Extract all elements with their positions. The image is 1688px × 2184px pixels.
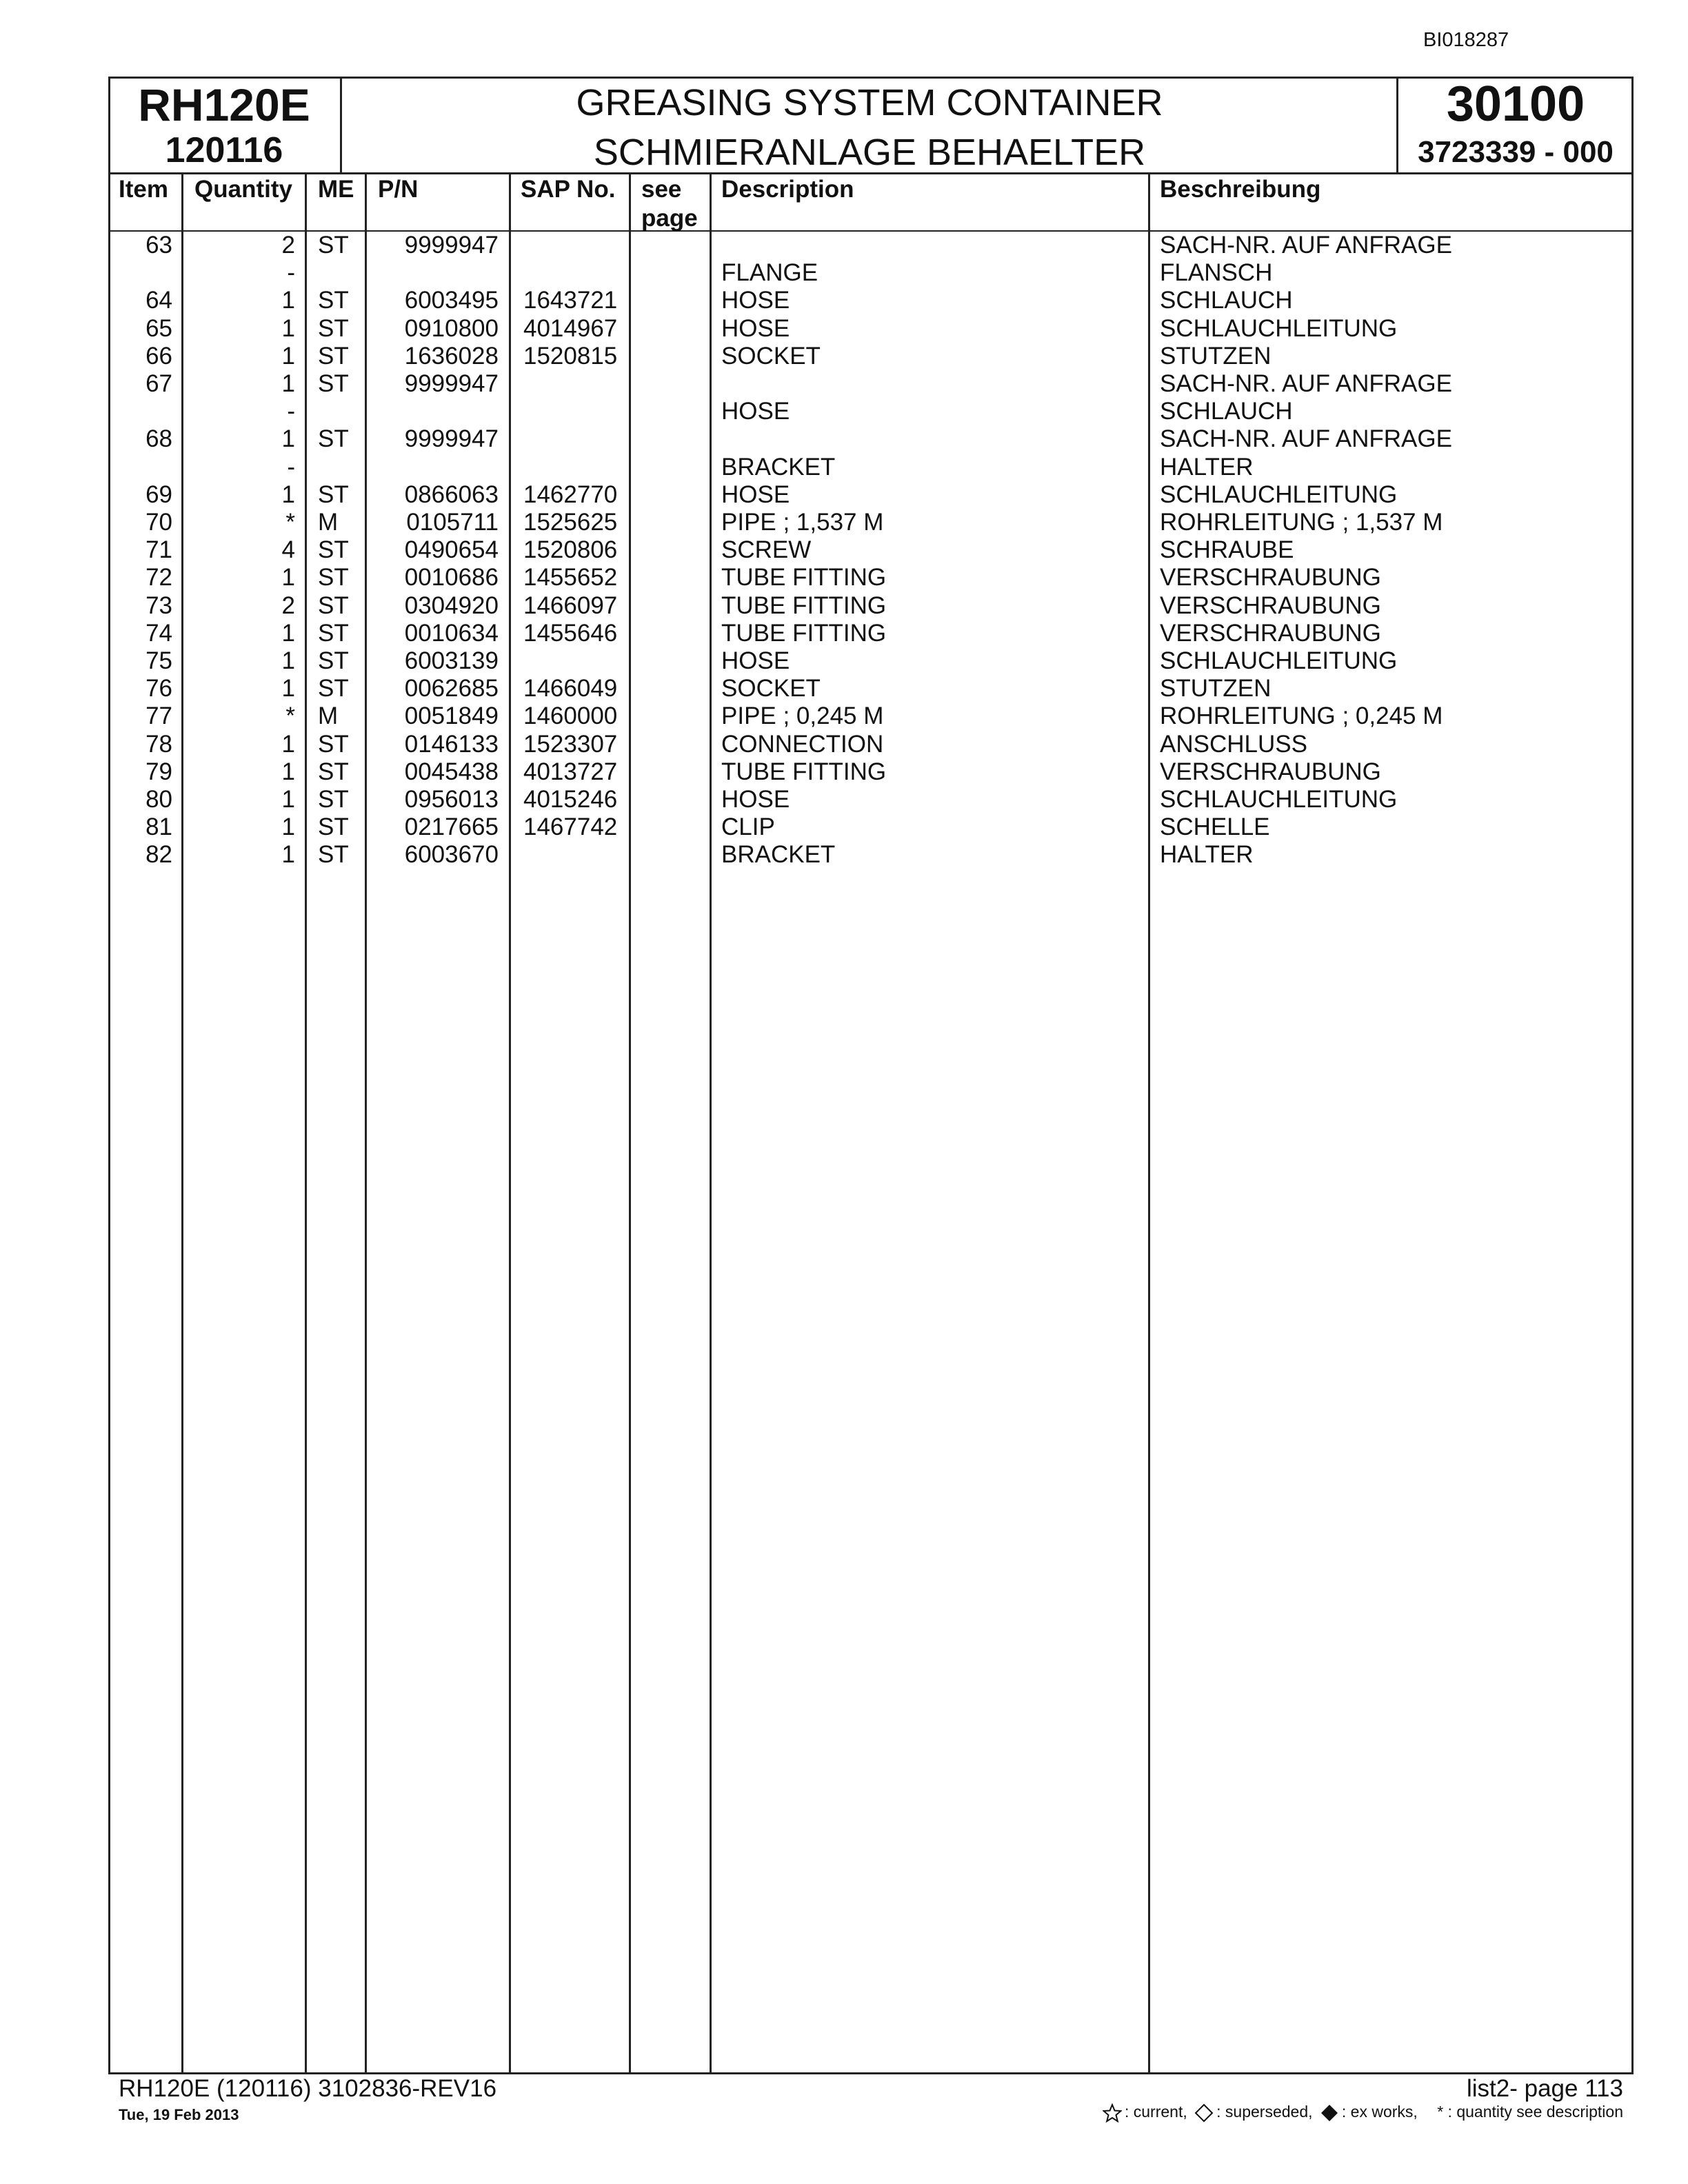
table-row <box>0 841 1688 869</box>
cell-beschreibung: SACH-NR. AUF ANFRAGE <box>1160 370 1452 397</box>
cell-description: HOSE <box>721 314 790 342</box>
cell-item: 80 <box>145 786 172 813</box>
table-row <box>0 454 1688 481</box>
cell-item: 78 <box>145 730 172 758</box>
cell-quantity: * <box>285 702 295 730</box>
table-row <box>0 592 1688 620</box>
table-row <box>0 343 1688 370</box>
cell-item: 71 <box>145 536 172 564</box>
cell-description: SOCKET <box>721 675 821 702</box>
cell-item: 70 <box>145 509 172 536</box>
cell-sap: 4014967 <box>523 314 618 342</box>
cell-beschreibung: SCHLAUCHLEITUNG <box>1160 314 1398 342</box>
cell-me: ST <box>318 370 349 397</box>
cell-sap: 1520815 <box>523 342 618 370</box>
cell-pn: 0217665 <box>404 813 499 841</box>
table-row <box>0 564 1688 592</box>
cell-quantity: - <box>287 259 295 287</box>
cell-quantity: - <box>287 453 295 481</box>
cell-me: ST <box>318 619 349 647</box>
table-row <box>0 536 1688 564</box>
cell-sap: 1466049 <box>523 675 618 702</box>
cell-beschreibung: SCHLAUCH <box>1160 287 1293 314</box>
cell-me: ST <box>318 342 349 370</box>
cell-quantity: 1 <box>281 314 295 342</box>
cell-beschreibung: ROHRLEITUNG ; 0,245 M <box>1160 702 1443 730</box>
cell-sap: 1467742 <box>523 813 618 841</box>
cell-me: M <box>318 702 339 730</box>
table-row <box>0 731 1688 758</box>
cell-me: ST <box>318 786 349 813</box>
cell-item: 73 <box>145 592 172 619</box>
model-name: RH120E <box>138 79 310 130</box>
cell-pn: 0105711 <box>406 509 499 536</box>
cell-quantity: 1 <box>281 370 295 397</box>
cell-beschreibung: VERSCHRAUBUNG <box>1160 619 1381 647</box>
cell-pn: 6003670 <box>404 841 499 869</box>
cell-quantity: 1 <box>281 287 295 314</box>
cell-quantity: 1 <box>281 647 295 674</box>
footer-date: Tue, 19 Feb 2013 <box>119 2106 239 2123</box>
cell-description: CLIP <box>721 813 775 841</box>
cell-quantity: 1 <box>281 730 295 758</box>
cell-beschreibung: HALTER <box>1160 453 1254 481</box>
cell-pn: 0910800 <box>404 314 499 342</box>
cell-item: 76 <box>145 675 172 702</box>
cell-sap: 4015246 <box>523 786 618 813</box>
legend-superseded: : superseded, <box>1216 2103 1313 2121</box>
table-row <box>0 259 1688 287</box>
cell-me: M <box>318 509 339 536</box>
cell-pn: 9999947 <box>404 425 499 453</box>
cell-me: ST <box>318 481 349 508</box>
cell-pn: 0045438 <box>404 758 499 785</box>
star-outline-icon <box>1103 2103 1122 2123</box>
table-row <box>0 813 1688 841</box>
cell-pn: 0051849 <box>404 702 499 730</box>
cell-me: ST <box>318 841 349 869</box>
cell-me: ST <box>318 564 349 592</box>
cell-description: PIPE ; 1,537 M <box>721 509 884 536</box>
cell-sap: 1523307 <box>523 730 618 758</box>
col-header-item: Item <box>119 176 168 203</box>
table-row <box>0 758 1688 786</box>
cell-quantity: 2 <box>281 592 295 619</box>
cell-description: HOSE <box>721 287 790 314</box>
document-id: BI018287 <box>1423 29 1509 51</box>
cell-description: TUBE FITTING <box>721 619 887 647</box>
cell-me: ST <box>318 758 349 785</box>
cell-quantity: 1 <box>281 758 295 785</box>
col-header-description: Description <box>721 176 854 203</box>
cell-beschreibung: SACH-NR. AUF ANFRAGE <box>1160 232 1452 259</box>
cell-sap: 4013727 <box>523 758 618 785</box>
cell-pn: 9999947 <box>404 370 499 397</box>
cell-item: 65 <box>145 314 172 342</box>
cell-me: ST <box>318 536 349 564</box>
cell-beschreibung: FLANSCH <box>1160 259 1273 287</box>
col-header-pn: P/N <box>378 176 419 203</box>
cell-me: ST <box>318 675 349 702</box>
cell-me: ST <box>318 287 349 314</box>
cell-description: HOSE <box>721 647 790 674</box>
cell-sap: 1462770 <box>523 481 618 508</box>
cell-item: 67 <box>145 370 172 397</box>
cell-pn: 6003495 <box>404 287 499 314</box>
cell-quantity: 1 <box>281 675 295 702</box>
cell-pn: 0866063 <box>404 481 499 508</box>
cell-beschreibung: VERSCHRAUBUNG <box>1160 592 1381 619</box>
cell-beschreibung: STUTZEN <box>1160 675 1272 702</box>
cell-quantity: * <box>285 509 295 536</box>
cell-description: SCREW <box>721 536 812 564</box>
title-german: SCHMIERANLAGE BEHAELTER <box>593 132 1146 173</box>
cell-me: ST <box>318 425 349 453</box>
table-row <box>0 702 1688 730</box>
table-row <box>0 509 1688 536</box>
legend-exworks: : ex works, <box>1341 2103 1418 2121</box>
cell-sap: 1643721 <box>523 287 618 314</box>
cell-pn: 0062685 <box>404 675 499 702</box>
table-row <box>0 675 1688 702</box>
cell-sap: 1520806 <box>523 536 618 564</box>
cell-beschreibung: ROHRLEITUNG ; 1,537 M <box>1160 509 1443 536</box>
table-row <box>0 620 1688 647</box>
cell-item: 69 <box>145 481 172 508</box>
cell-item: 63 <box>145 232 172 259</box>
col-header-sap: SAP No. <box>521 176 616 203</box>
cell-pn: 0956013 <box>404 786 499 813</box>
cell-sap: 1460000 <box>523 702 618 730</box>
cell-sap: 1466097 <box>523 592 618 619</box>
table-row <box>0 647 1688 675</box>
cell-quantity: 1 <box>281 564 295 592</box>
table-row <box>0 425 1688 453</box>
cell-me: ST <box>318 314 349 342</box>
cell-description: HOSE <box>721 786 790 813</box>
cell-beschreibung: SCHLAUCHLEITUNG <box>1160 647 1398 674</box>
cell-description: BRACKET <box>721 453 836 481</box>
cell-description: FLANGE <box>721 259 818 287</box>
cell-description: HOSE <box>721 481 790 508</box>
cell-me: ST <box>318 232 349 259</box>
cell-pn: 0304920 <box>404 592 499 619</box>
cell-sap: 1525625 <box>523 509 618 536</box>
cell-description: TUBE FITTING <box>721 758 887 785</box>
col-header-page: page <box>641 205 698 232</box>
table-row <box>0 786 1688 813</box>
cell-quantity: 1 <box>281 813 295 841</box>
cell-quantity: 4 <box>281 536 295 564</box>
cell-beschreibung: HALTER <box>1160 841 1254 869</box>
cell-description: TUBE FITTING <box>721 592 887 619</box>
col-header-beschreibung: Beschreibung <box>1160 176 1321 203</box>
title-english: GREASING SYSTEM CONTAINER <box>576 82 1163 123</box>
table-row <box>0 232 1688 259</box>
cell-item: 68 <box>145 425 172 453</box>
cell-me: ST <box>318 647 349 674</box>
cell-item: 77 <box>145 702 172 730</box>
cell-quantity: 1 <box>281 481 295 508</box>
cell-quantity: 2 <box>281 232 295 259</box>
cell-pn: 0490654 <box>404 536 499 564</box>
cell-beschreibung: VERSCHRAUBUNG <box>1160 758 1381 785</box>
table-row <box>0 481 1688 509</box>
cell-item: 79 <box>145 758 172 785</box>
cell-description: PIPE ; 0,245 M <box>721 702 884 730</box>
cell-beschreibung: SCHLAUCHLEITUNG <box>1160 786 1398 813</box>
cell-beschreibung: SCHLAUCHLEITUNG <box>1160 481 1398 508</box>
col-header-quantity: Quantity <box>194 176 292 203</box>
drawing-number: 3723339 - 000 <box>1418 135 1614 169</box>
table-row <box>0 398 1688 425</box>
col-header-see: see <box>641 176 682 203</box>
table-row <box>0 370 1688 398</box>
footer-page-ref: list2- page 113 <box>1466 2075 1623 2102</box>
cell-beschreibung: SACH-NR. AUF ANFRAGE <box>1160 425 1452 453</box>
cell-item: 75 <box>145 647 172 674</box>
cell-pn: 0010686 <box>404 564 499 592</box>
cell-me: ST <box>318 813 349 841</box>
diamond-outline-icon <box>1194 2103 1214 2123</box>
legend-quantity: * : quantity see description <box>1437 2103 1623 2121</box>
cell-pn: 0146133 <box>404 730 499 758</box>
legend-current: : current, <box>1124 2103 1187 2121</box>
cell-quantity: 1 <box>281 841 295 869</box>
footer-doc-ref: RH120E (120116) 3102836-REV16 <box>119 2075 497 2102</box>
footer-legend <box>1100 2103 1623 2123</box>
diamond-filled-icon <box>1320 2103 1339 2123</box>
group-number: 30100 <box>1446 77 1585 132</box>
serial-number: 120116 <box>165 130 283 170</box>
cell-description: BRACKET <box>721 841 836 869</box>
cell-quantity: 1 <box>281 425 295 453</box>
col-header-me: ME <box>318 176 354 203</box>
cell-pn: 1636028 <box>404 342 499 370</box>
cell-beschreibung: STUTZEN <box>1160 342 1272 370</box>
cell-description: SOCKET <box>721 342 821 370</box>
cell-description: HOSE <box>721 398 790 425</box>
cell-sap: 1455646 <box>523 619 618 647</box>
cell-quantity: 1 <box>281 786 295 813</box>
cell-item: 72 <box>145 564 172 592</box>
cell-description: TUBE FITTING <box>721 564 887 592</box>
cell-item: 66 <box>145 342 172 370</box>
cell-me: ST <box>318 730 349 758</box>
cell-pn: 0010634 <box>404 619 499 647</box>
cell-quantity: - <box>287 398 295 425</box>
cell-sap: 1455652 <box>523 564 618 592</box>
cell-item: 74 <box>145 619 172 647</box>
cell-me: ST <box>318 592 349 619</box>
cell-pn: 6003139 <box>404 647 499 674</box>
table-row <box>0 287 1688 314</box>
cell-quantity: 1 <box>281 342 295 370</box>
cell-quantity: 1 <box>281 619 295 647</box>
cell-beschreibung: ANSCHLUSS <box>1160 730 1307 758</box>
table-row <box>0 315 1688 343</box>
cell-pn: 9999947 <box>404 232 499 259</box>
cell-beschreibung: SCHLAUCH <box>1160 398 1293 425</box>
cell-item: 82 <box>145 841 172 869</box>
cell-beschreibung: VERSCHRAUBUNG <box>1160 564 1381 592</box>
cell-description: CONNECTION <box>721 730 884 758</box>
cell-beschreibung: SCHELLE <box>1160 813 1270 841</box>
cell-beschreibung: SCHRAUBE <box>1160 536 1294 564</box>
cell-item: 64 <box>145 287 172 314</box>
cell-item: 81 <box>145 813 172 841</box>
